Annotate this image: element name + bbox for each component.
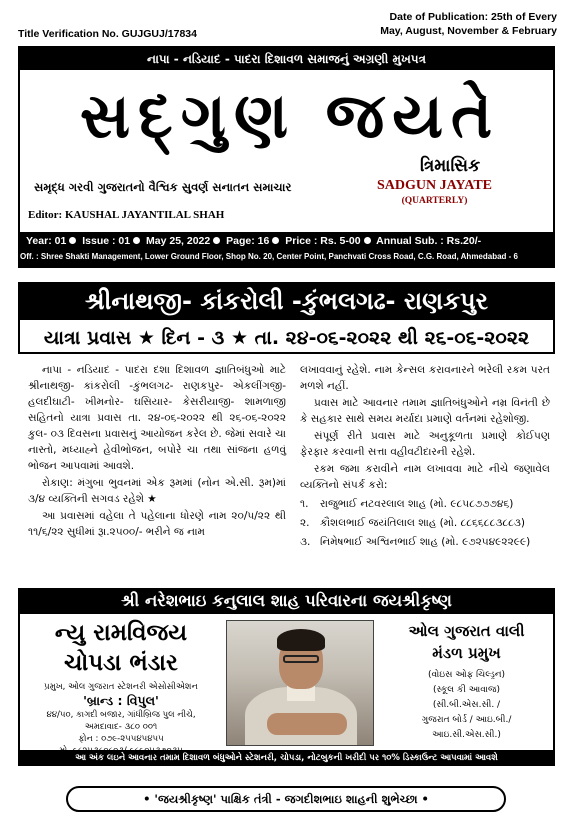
english-title: SADGUN JAYATE [376, 178, 492, 193]
discount-banner: આ અંક લઇને આવનાર તમામ દિશાવળ બંધુઓને સ્ટેશનરી, ચોપડા, નોટબુકની ખરીદી પર ૧૦% ડિસ્કાઉન્ટ આપવામાં આવશે [18, 750, 555, 766]
publication-line-1: Date of Publication: 25th of Every [389, 11, 557, 23]
article-paragraph: પ્રવાસ માટે આવનાર તમામ જ્ઞાતિબંધુઓને નમ્ર વિનંતી છે કે સહકાર સાથે સમય મર્યાદા પ્રમાણે વર્તનમાં રહેશોજી. [300, 397, 550, 425]
shop-name-line-1: ન્યુ રામવિજય [54, 620, 188, 646]
article-paragraph: રકમ જમા કરાવીને નામ લખાવવા માટે નીચે જણાવેલ વ્યક્તિનો સંપર્ક કરો: [300, 463, 550, 491]
tagline-text: નાપા - નડિયાદ - પાદરા દિશાવળ સમાજનું અગ્રણી મુખપત્ર [147, 52, 426, 66]
glasses-icon [283, 655, 319, 663]
contact-item [300, 496, 550, 512]
role-line-5: (સી.બી.એસ.સી. / [432, 700, 501, 710]
role-line-2: મંડળ પ્રમુખ [432, 644, 501, 662]
date-label: May 25, 2022 [146, 235, 211, 247]
contact-item [300, 515, 550, 531]
article-paragraph: લખાવવાનું રહેશે. નામ કેન્સલ કરાવનારને ભરેલી રકમ પરત મળશે નહીં. [300, 364, 550, 392]
office-address: Off. : Shree Shakti Management, Lower Ground Floor, Shop No. 20, Center Point, Panchvati Cross Road, C.G. Road, Ahmedabad - 6 [20, 252, 518, 261]
contact-text: કૌશલભાઈ જયંતિલાલ શાહ (મો. ૮૮૬૬૮૮૩૮૮૩) [320, 517, 525, 529]
article-paragraph: આ પ્રવાસમાં વહેલા તે પહેલાના ધોરણે નામ ૨૦/૫/૨૨ થી ૧૧/૬/૨૨ સુધીમાં રૂા.૨૫૦૦/- ભરીને જ નામ [28, 510, 286, 538]
bullet-icon [69, 237, 76, 244]
role-details [384, 668, 549, 743]
article-headline: શ્રીનાથજી- કાંકરોલી -કુંભલગઢ- રાણકપુર [18, 282, 555, 320]
contact-text: નિમેષભાઈ અશ્વિનભાઈ શાહ (મો. ૯૭૨૫૪૯૨૨૯૯) [320, 536, 531, 548]
masthead-subtitle: સમૃદ્ધ ગરવી ગુજરાતનો વૈશ્વિક સુવર્ણ સનાતન સમાચાર [34, 180, 292, 194]
article-subheadline: યાત્રા પ્રવાસ ★ દિન - ૩ ★ તા. ૨૪-૦૬-૨૦૨૨ થી ૨૬-૦૬-૨૦૨૨ [43, 327, 530, 349]
shop-details [26, 681, 216, 757]
year-label: Year: 01 [26, 235, 67, 247]
photo-arm [267, 713, 347, 735]
bullet-icon [213, 237, 220, 244]
contact-number: ૨. [300, 517, 310, 529]
editor-name: Editor: KAUSHAL JAYANTILAL SHAH [28, 209, 225, 221]
frequency-label: ત્રિમાસિક [420, 156, 481, 176]
publication-line-2: May, August, November & February [380, 25, 557, 37]
issue-details-row [26, 235, 481, 247]
contact-text: રાજુભાઈ નટવરલાલ શાહ (મો. ૯૮૫૮૭૭૭૪૬) [320, 498, 514, 510]
title-verification: Title Verification No. GUJGUJ/17834 [18, 28, 197, 40]
contact-number: ૧. [300, 498, 309, 510]
bullet-icon [133, 237, 140, 244]
portrait-photo [226, 620, 374, 746]
page-label: Page: 16 [226, 235, 270, 247]
bullet-icon [364, 237, 371, 244]
photo-hair [277, 629, 325, 651]
annual-sub-label: Annual Sub. : Rs.20/- [376, 235, 482, 247]
shop-name-line-2: ચોપડા ભંડાર [64, 650, 178, 676]
brand-label: 'બ્રાન્ડ : વિપુલ' [83, 693, 159, 708]
price-label: Price : Rs. 5-00 [285, 235, 361, 247]
role-line-4: (સ્કૂલ કી આવાજ) [432, 685, 501, 695]
role-title [384, 620, 549, 664]
article-paragraph: નાપા - નડિયાદ - પાદરા દશા દિશાવળ જ્ઞાતિબંધુઓ માટે શ્રીનાથજી- કાંકરોલી -કુંભલગઢ- રાણકપુર- એકલીંગજી-હલદીઘાટી- ખીમનોર- ઘસિયાર- કેસરીયાજી- શામળાજી સહિતનો યાત્રા પ્રવાસ તા. ૨૪-૦૬-૨૦૨૨ થી ૨૬-૦૬-૨૦૨૨ કુલ- ૦૩ દિવસના પ્રવાસનું આયોજન કરેલ છે. જેમાં સવારે ચા નાસ્તો, મધ્યાહ્ને હેવીભોજન, બપોરે ચા તથા સાંજના હળવું ભોજન આપવામાં આવશે. [28, 364, 286, 472]
phone-label: ફોન : ૦૭૯-૨૫૫૪૫૪૫૫ [78, 734, 164, 744]
issue-label: Issue : 01 [82, 235, 131, 247]
address-line-1: ૪૪/૫૦, કાગદી બજાર, ગાંધીબ્રિજ પુલ નીચે, [46, 710, 196, 720]
shop-name [26, 618, 216, 678]
role-line-7: આઇ.સી.એસ.સી.) [432, 730, 501, 740]
role-line-1: ઓલ ગુજરાત વાલી [408, 622, 525, 640]
contact-number: ૩. [300, 536, 311, 548]
bullet-icon [272, 237, 279, 244]
english-frequency: (QUARTERLY) [401, 196, 468, 206]
footer-greeting: • 'જયશ્રીકૃષ્ણ' પાક્ષિક તંત્રી - જગદીશભાઇ શાહની શુભેચ્છા • [66, 786, 506, 812]
ad-title: શ્રી નરેશભાઇ કનુલાલ શાહ પરિવારના જયશ્રીકૃષ્ણ [18, 588, 555, 614]
association-label: પ્રમુખ, ઓલ ગુજરાત સ્ટેશનરી એસોસીએશન [44, 682, 198, 692]
address-line-2: અમદાવાદ- ૩૮૦ ૦૦૧ [84, 722, 158, 732]
contact-item [300, 534, 550, 550]
role-line-3: (વોઇસ ઓફ ચિલ્ડ્રન) [427, 670, 506, 680]
issue-info-bar [18, 232, 555, 268]
role-line-6: ગુજરાત બોર્ડ / આઇ.બી./ [421, 715, 512, 725]
article-paragraph: રોકાણ: મંગુબા ભુવનમાં એક રૂમમાં (નોન એ.સી. રૂમ)માં ૩/૪ વ્યક્તિની સગવડ રહેશે ★ [28, 477, 286, 505]
newspaper-title: સદ્ગુણ જયતે [79, 79, 501, 152]
article-paragraph: સંપૂર્ણ રીતે પ્રવાસ માટે અનુકૂળતા પ્રમાણે કોઈપણ ફેરફાર કરવાની સત્તા વહીવટીદારની રહેશે. [300, 430, 550, 458]
article-right-column [300, 362, 550, 550]
publication-date [357, 10, 557, 38]
article-left-column [28, 362, 286, 541]
masthead-tagline [18, 48, 555, 70]
